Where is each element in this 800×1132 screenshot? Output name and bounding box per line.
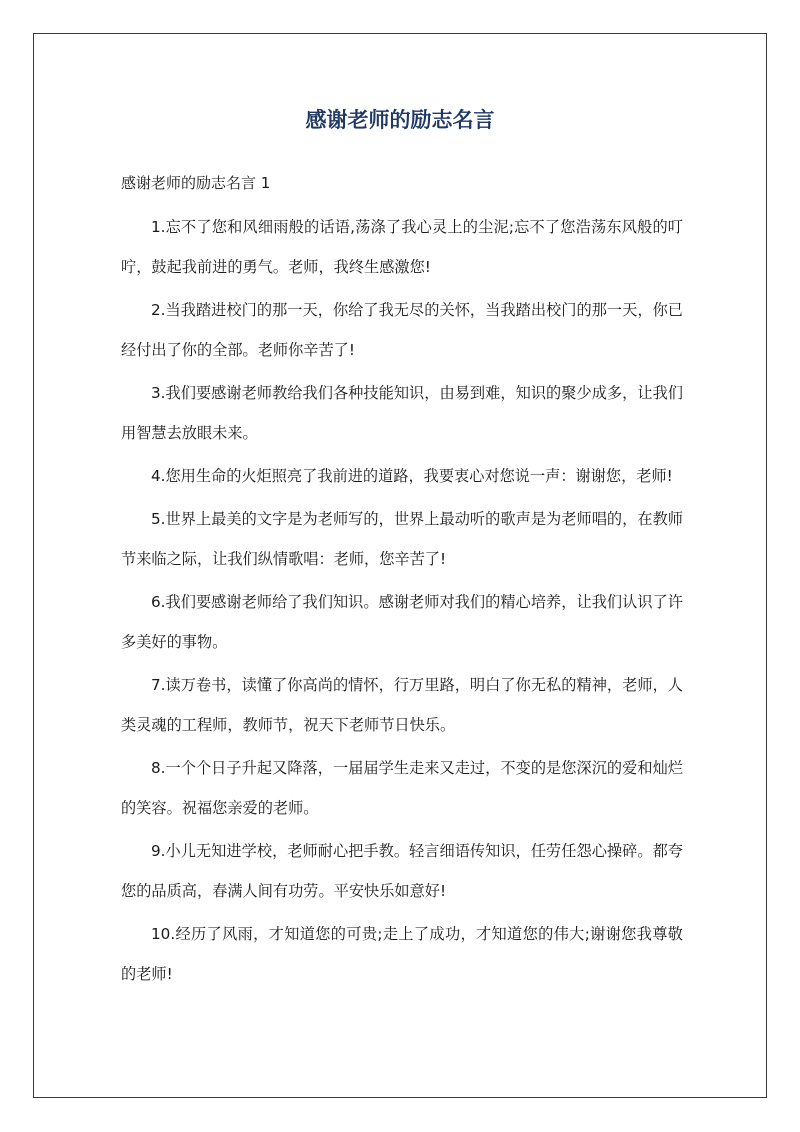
document-title: 感谢老师的励志名言 [305, 108, 495, 132]
paragraph: 4.您用生命的火炬照亮了我前进的道路，我要衷心对您说一声：谢谢您，老师! [151, 467, 673, 485]
paragraph: 7.读万卷书，读懂了你高尚的情怀，行万里路，明白了你无私的精神，老师，人类灵魂的工程师，教师节，祝天下老师节日快乐。 [121, 676, 683, 734]
paragraph: 8.一个个日子升起又降落，一届届学生走来又走过，不变的是您深沉的爱和灿烂的笑容。祝福您亲爱的老师。 [121, 759, 683, 817]
paragraph: 5.世界上最美的文字是为老师写的，世界上最动听的歌声是为老师唱的，在教师节来临之际，让我们纵情歌唱：老师，您辛苦了! [121, 510, 683, 568]
paragraph: 10.经历了风雨，才知道您的可贵;走上了成功，才知道您的伟大;谢谢您我尊敬的老师! [121, 925, 683, 983]
section-heading: 感谢老师的励志名言 1 [121, 174, 271, 192]
document-body [121, 207, 683, 997]
paragraph: 9.小儿无知进学校，老师耐心把手教。轻言细语传知识，任劳任怨心操碎。都夸您的品质高，春满人间有功劳。平安快乐如意好! [121, 842, 683, 900]
paragraph: 2.当我踏进校门的那一天，你给了我无尽的关怀，当我踏出校门的那一天，你已经付出了你的全部。老师你辛苦了! [121, 301, 683, 359]
paragraph: 1.忘不了您和风细雨般的话语,荡涤了我心灵上的尘泥;忘不了您浩荡东风般的叮咛，鼓起我前进的勇气。老师，我终生感激您! [121, 218, 683, 276]
paragraph: 6.我们要感谢老师给了我们知识。感谢老师对我们的精心培养，让我们认识了许多美好的事物。 [121, 593, 683, 651]
paragraph: 3.我们要感谢老师教给我们各种技能知识，由易到难，知识的聚少成多，让我们用智慧去放眼未来。 [121, 384, 683, 442]
